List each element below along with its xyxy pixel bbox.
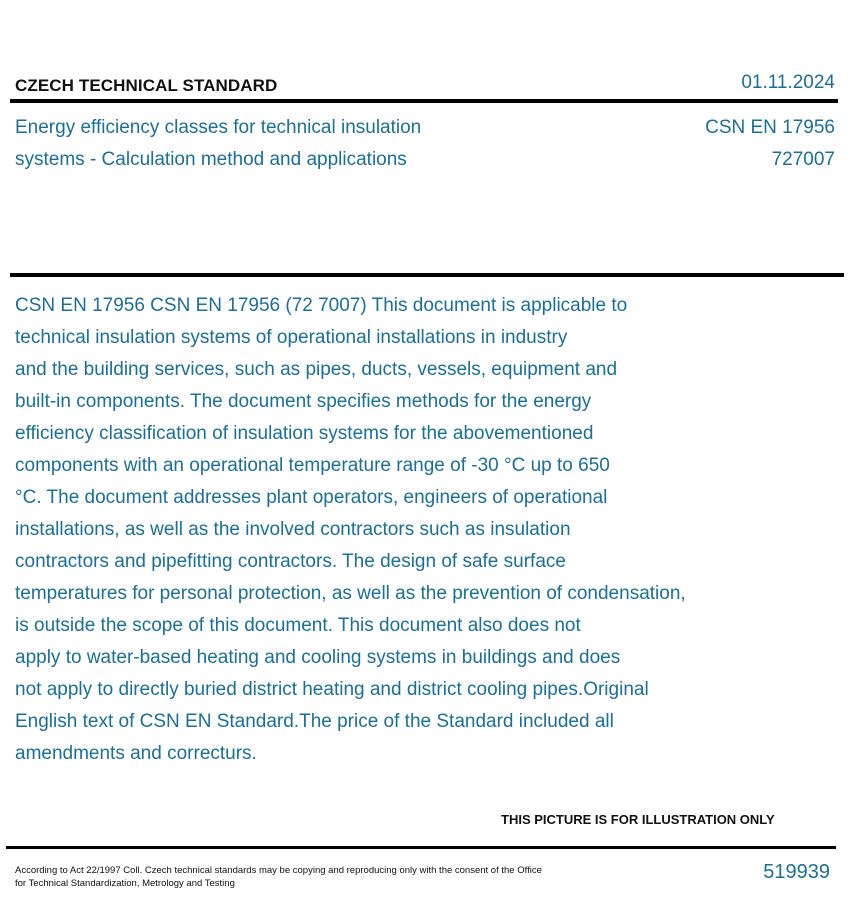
illustration-disclaimer: THIS PICTURE IS FOR ILLUSTRATION ONLY xyxy=(501,812,775,827)
copyright-note-line-1: According to Act 22/1997 Coll. Czech technical standards may be copying and reproducing only with the consent of the Office xyxy=(15,865,542,876)
publication-date: 01.11.2024 xyxy=(741,72,835,93)
title-line-2: systems - Calculation method and applications xyxy=(15,149,407,170)
classification-number: 727007 xyxy=(771,149,835,170)
copyright-note-line-2: for Technical Standardization, Metrology and Testing xyxy=(15,878,235,889)
copyright-note xyxy=(15,864,615,890)
title-divider xyxy=(10,273,844,277)
document-id: 519939 xyxy=(763,861,830,883)
document-type-label: CZECH TECHNICAL STANDARD xyxy=(15,76,278,95)
footer-divider xyxy=(6,846,836,849)
standard-code: CSN EN 17956 xyxy=(705,117,835,138)
abstract-text: CSN EN 17956 CSN EN 17956 (72 7007) This document is applicable to technical insulation systems of operational installations in industry and the building services, such as pipes, ducts, vessels, equipment and built-in components. The document specifies methods for the energy efficiency classification of insulation systems for the abovementioned components with an operational temperature range of -30 °C up to 650 °C. The document addresses plant operators, engineers of operational installations, as well as the involved contractors such as insulation contractors and pipefitting contractors. The design of safe surface temperatures for personal protection, as well as the prevention of condensation, is outside the scope of this document. This document also does not apply to water-based heating and cooling systems in buildings and does not apply to directly buried district heating and district cooling pipes.Original English text of CSN EN Standard.The price of the Standard included all amendments and correcturs. xyxy=(15,295,686,764)
header-divider xyxy=(10,99,838,103)
title-line-1: Energy efficiency classes for technical insulation xyxy=(15,117,422,138)
